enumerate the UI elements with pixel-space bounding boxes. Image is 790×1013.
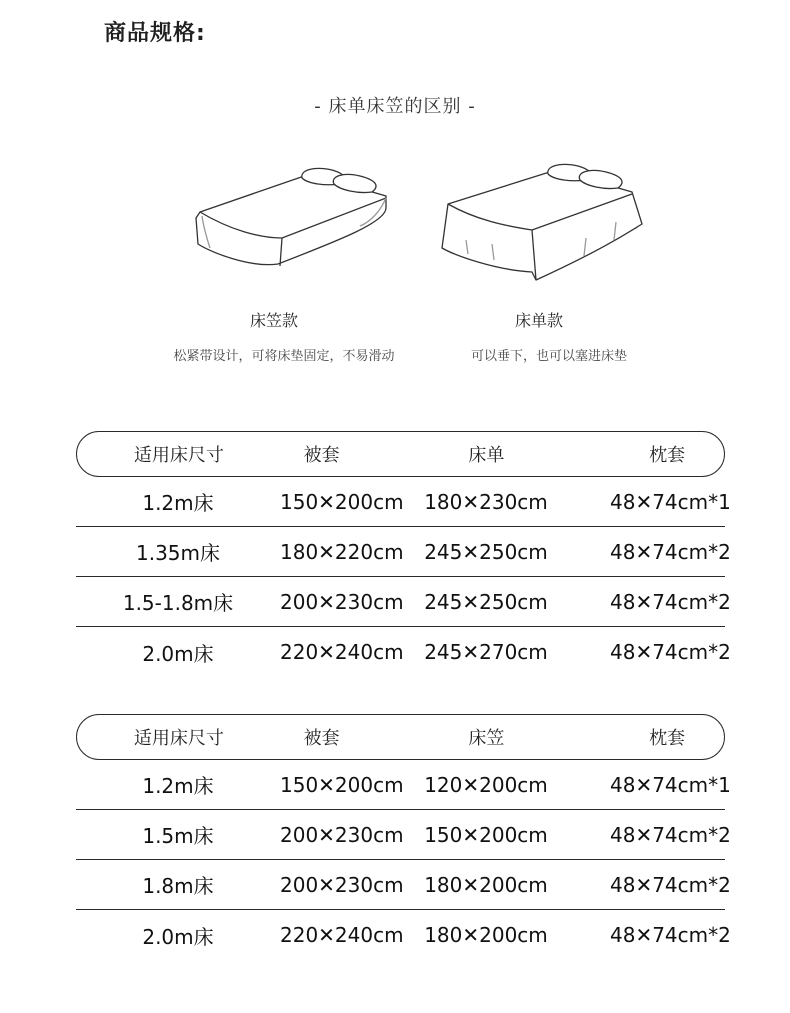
section-subtitle: - 床单床笠的区别 - bbox=[314, 96, 476, 117]
cell-fitted-sheet: 180✕200cm bbox=[424, 923, 548, 947]
cell-pillowcase: 48✕74cm*2 bbox=[610, 589, 731, 614]
header-duvet-cover: 被套 bbox=[303, 445, 340, 466]
header-pillowcase: 枕套 bbox=[649, 445, 686, 466]
fitted-sheet-size-table bbox=[76, 714, 731, 960]
header-bed-size: 适用床尺寸 bbox=[133, 728, 224, 749]
cell-sheet: 245✕250cm bbox=[424, 539, 548, 564]
table-row bbox=[76, 810, 731, 860]
cell-bed-size: 1.5-1.8m床 bbox=[122, 591, 234, 615]
cell-duvet-cover: 220✕240cm bbox=[280, 923, 404, 947]
cell-duvet-cover: 150✕200cm bbox=[280, 489, 404, 514]
cell-pillowcase: 48✕74cm*2 bbox=[610, 822, 731, 847]
cell-bed-size: 2.0m床 bbox=[142, 641, 214, 666]
cell-bed-size: 1.2m床 bbox=[142, 491, 214, 515]
table-header bbox=[76, 714, 725, 760]
table-row bbox=[76, 477, 731, 527]
cell-sheet: 245✕270cm bbox=[424, 640, 548, 664]
cell-duvet-cover: 200✕230cm bbox=[280, 822, 404, 847]
cell-duvet-cover: 220✕240cm bbox=[280, 640, 404, 664]
header-bed-size: 适用床尺寸 bbox=[133, 445, 224, 466]
cell-duvet-cover: 200✕230cm bbox=[280, 872, 404, 897]
cell-fitted-sheet: 120✕200cm bbox=[424, 772, 548, 797]
cell-fitted-sheet: 150✕200cm bbox=[424, 822, 548, 847]
cell-pillowcase: 48✕74cm*2 bbox=[610, 539, 731, 564]
flat-sheet-description: 可以垂下，也可以塞进床垫 bbox=[470, 349, 627, 364]
page-title: 商品规格: bbox=[104, 21, 206, 46]
cell-bed-size: 1.2m床 bbox=[142, 774, 214, 798]
cell-sheet: 245✕250cm bbox=[424, 589, 548, 614]
fitted-sheet-description: 松紧带设计，可将床垫固定，不易滑动 bbox=[173, 349, 395, 364]
cell-pillowcase: 48✕74cm*1 bbox=[610, 489, 731, 514]
cell-bed-size: 1.5m床 bbox=[142, 824, 214, 848]
cell-bed-size: 1.8m床 bbox=[142, 874, 214, 898]
cell-duvet-cover: 150✕200cm bbox=[280, 772, 404, 797]
fitted-sheet-label: 床笠款 bbox=[249, 311, 298, 330]
cell-bed-size: 2.0m床 bbox=[142, 924, 214, 949]
table-row bbox=[76, 910, 731, 960]
cell-pillowcase: 48✕74cm*2 bbox=[610, 640, 731, 664]
table-row bbox=[76, 860, 731, 910]
header-duvet-cover: 被套 bbox=[303, 728, 340, 749]
table-row bbox=[76, 527, 731, 577]
table-row bbox=[76, 760, 731, 810]
cell-bed-size: 1.35m床 bbox=[135, 541, 220, 565]
fitted-sheet-bed-illustration bbox=[190, 160, 390, 275]
cell-pillowcase: 48✕74cm*2 bbox=[610, 872, 731, 897]
table-header bbox=[76, 431, 725, 477]
cell-sheet: 180✕230cm bbox=[424, 489, 548, 514]
table-row bbox=[76, 577, 731, 627]
flat-sheet-size-table bbox=[76, 431, 731, 677]
cell-duvet-cover: 180✕220cm bbox=[280, 539, 404, 564]
cell-fitted-sheet: 180✕200cm bbox=[424, 872, 548, 897]
header-fitted-sheet: 床笠 bbox=[468, 728, 505, 749]
table-row bbox=[76, 627, 731, 677]
cell-duvet-cover: 200✕230cm bbox=[280, 589, 404, 614]
flat-sheet-bed-illustration bbox=[436, 160, 646, 285]
flat-sheet-label: 床单款 bbox=[514, 311, 563, 330]
header-pillowcase: 枕套 bbox=[649, 728, 686, 749]
cell-pillowcase: 48✕74cm*2 bbox=[610, 923, 731, 947]
cell-pillowcase: 48✕74cm*1 bbox=[610, 772, 731, 797]
header-sheet: 床单 bbox=[468, 445, 505, 466]
